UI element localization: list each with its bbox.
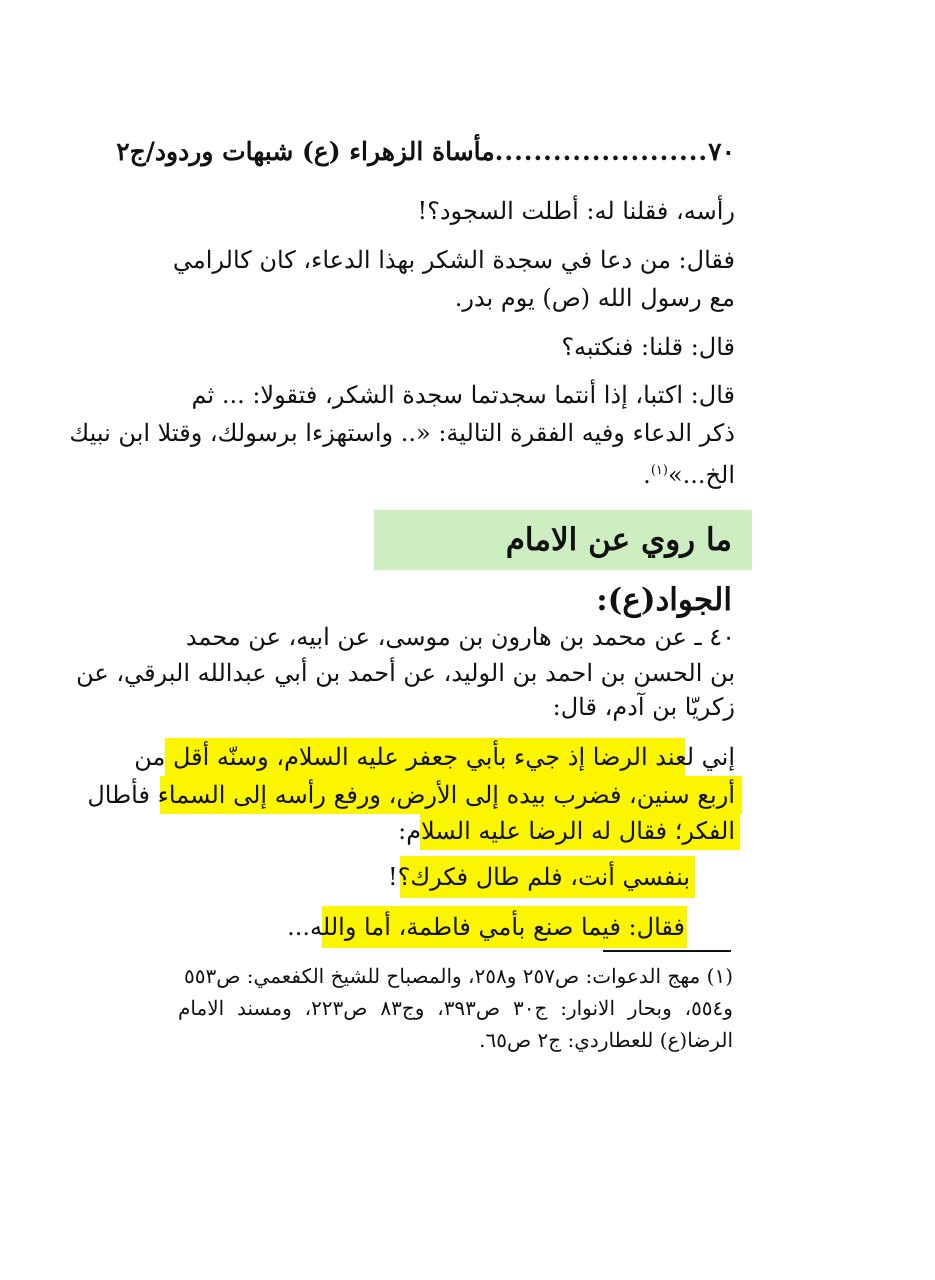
quote-line-2: أربع سنين، فضرب بيده إلى الأرض، ورفع رأسه إلى السماء فأطال [87,781,735,809]
paragraph-3: قال: قلنا: فنكتبه؟ [561,333,735,361]
quote-line-4: بنفسي أنت، فلم طال فكرك؟! [387,863,690,891]
paragraph-2-line-2: مع رسول الله (ص) يوم بدر. [454,284,735,312]
footnote-line-1: (١) مهج الدعوات: ص٢٥٧ و٢٥٨، والمصباح للشيخ الكفعمي: ص٥٥٣ [184,964,733,988]
paragraph-4-period: . [643,461,651,489]
paragraph-4-line-3 [175,454,735,492]
quote-line-3: الفكر؛ فقال له الرضا عليه السلام: [398,817,735,845]
paragraph-4-text: الخ...» [667,461,735,489]
footnote-separator [603,950,731,952]
paragraph-1: رأسه، فقلنا له: أطلت السجود؟! [417,197,735,225]
hadith-line-1: ٤٠ ـ عن محمد بن هارون بن موسى، عن ابيه، عن محمد [185,623,735,651]
paragraph-4-line-2: ذكر الدعاء وفيه الفقرة التالية: «.. واستهزءا برسولك، وقتلا ابن نبيك [69,419,735,447]
running-header [116,134,735,170]
paragraph-4-line-1: قال: اكتبا، إذا أنتما سجدتما سجدة الشكر، فتقولا: ... ثم [191,381,735,409]
quote-line-5: فقال: فيما صنع بأمي فاطمة، أما والله... [287,913,685,941]
section-heading: ما روي عن الامام الجواد(ع): [374,510,752,570]
paragraph-2-line-1: فقال: من دعا في سجدة الشكر بهذا الدعاء، كان كالرامي [172,246,735,274]
footnote-line-3: الرضا(ع) للعطاردي: ج٢ ص٦٥. [479,1028,733,1052]
quote-line-1: إني لعند الرضا إذ جيء بأبي جعفر عليه السلام، وسنّه أقل من [134,743,735,771]
header-dots: ...................... [494,137,709,166]
page-number: ٧٠ [708,137,735,166]
footnote-reference: (١) [650,463,668,478]
header-title: مأساة الزهراء (ع) شبهات وردود/ج٢ [116,137,495,166]
footnote-line-2: و٥٥٤، وبحار الانوار: ج٣٠ ص٣٩٣، وج٨٣ ص٢٢٣، ومسند الامام [178,996,733,1020]
hadith-line-3: زكريّا بن آدم، قال: [552,693,735,721]
hadith-line-2: بن الحسن بن احمد بن الوليد، عن أحمد بن أبي عبدالله البرقي، عن [76,659,735,687]
